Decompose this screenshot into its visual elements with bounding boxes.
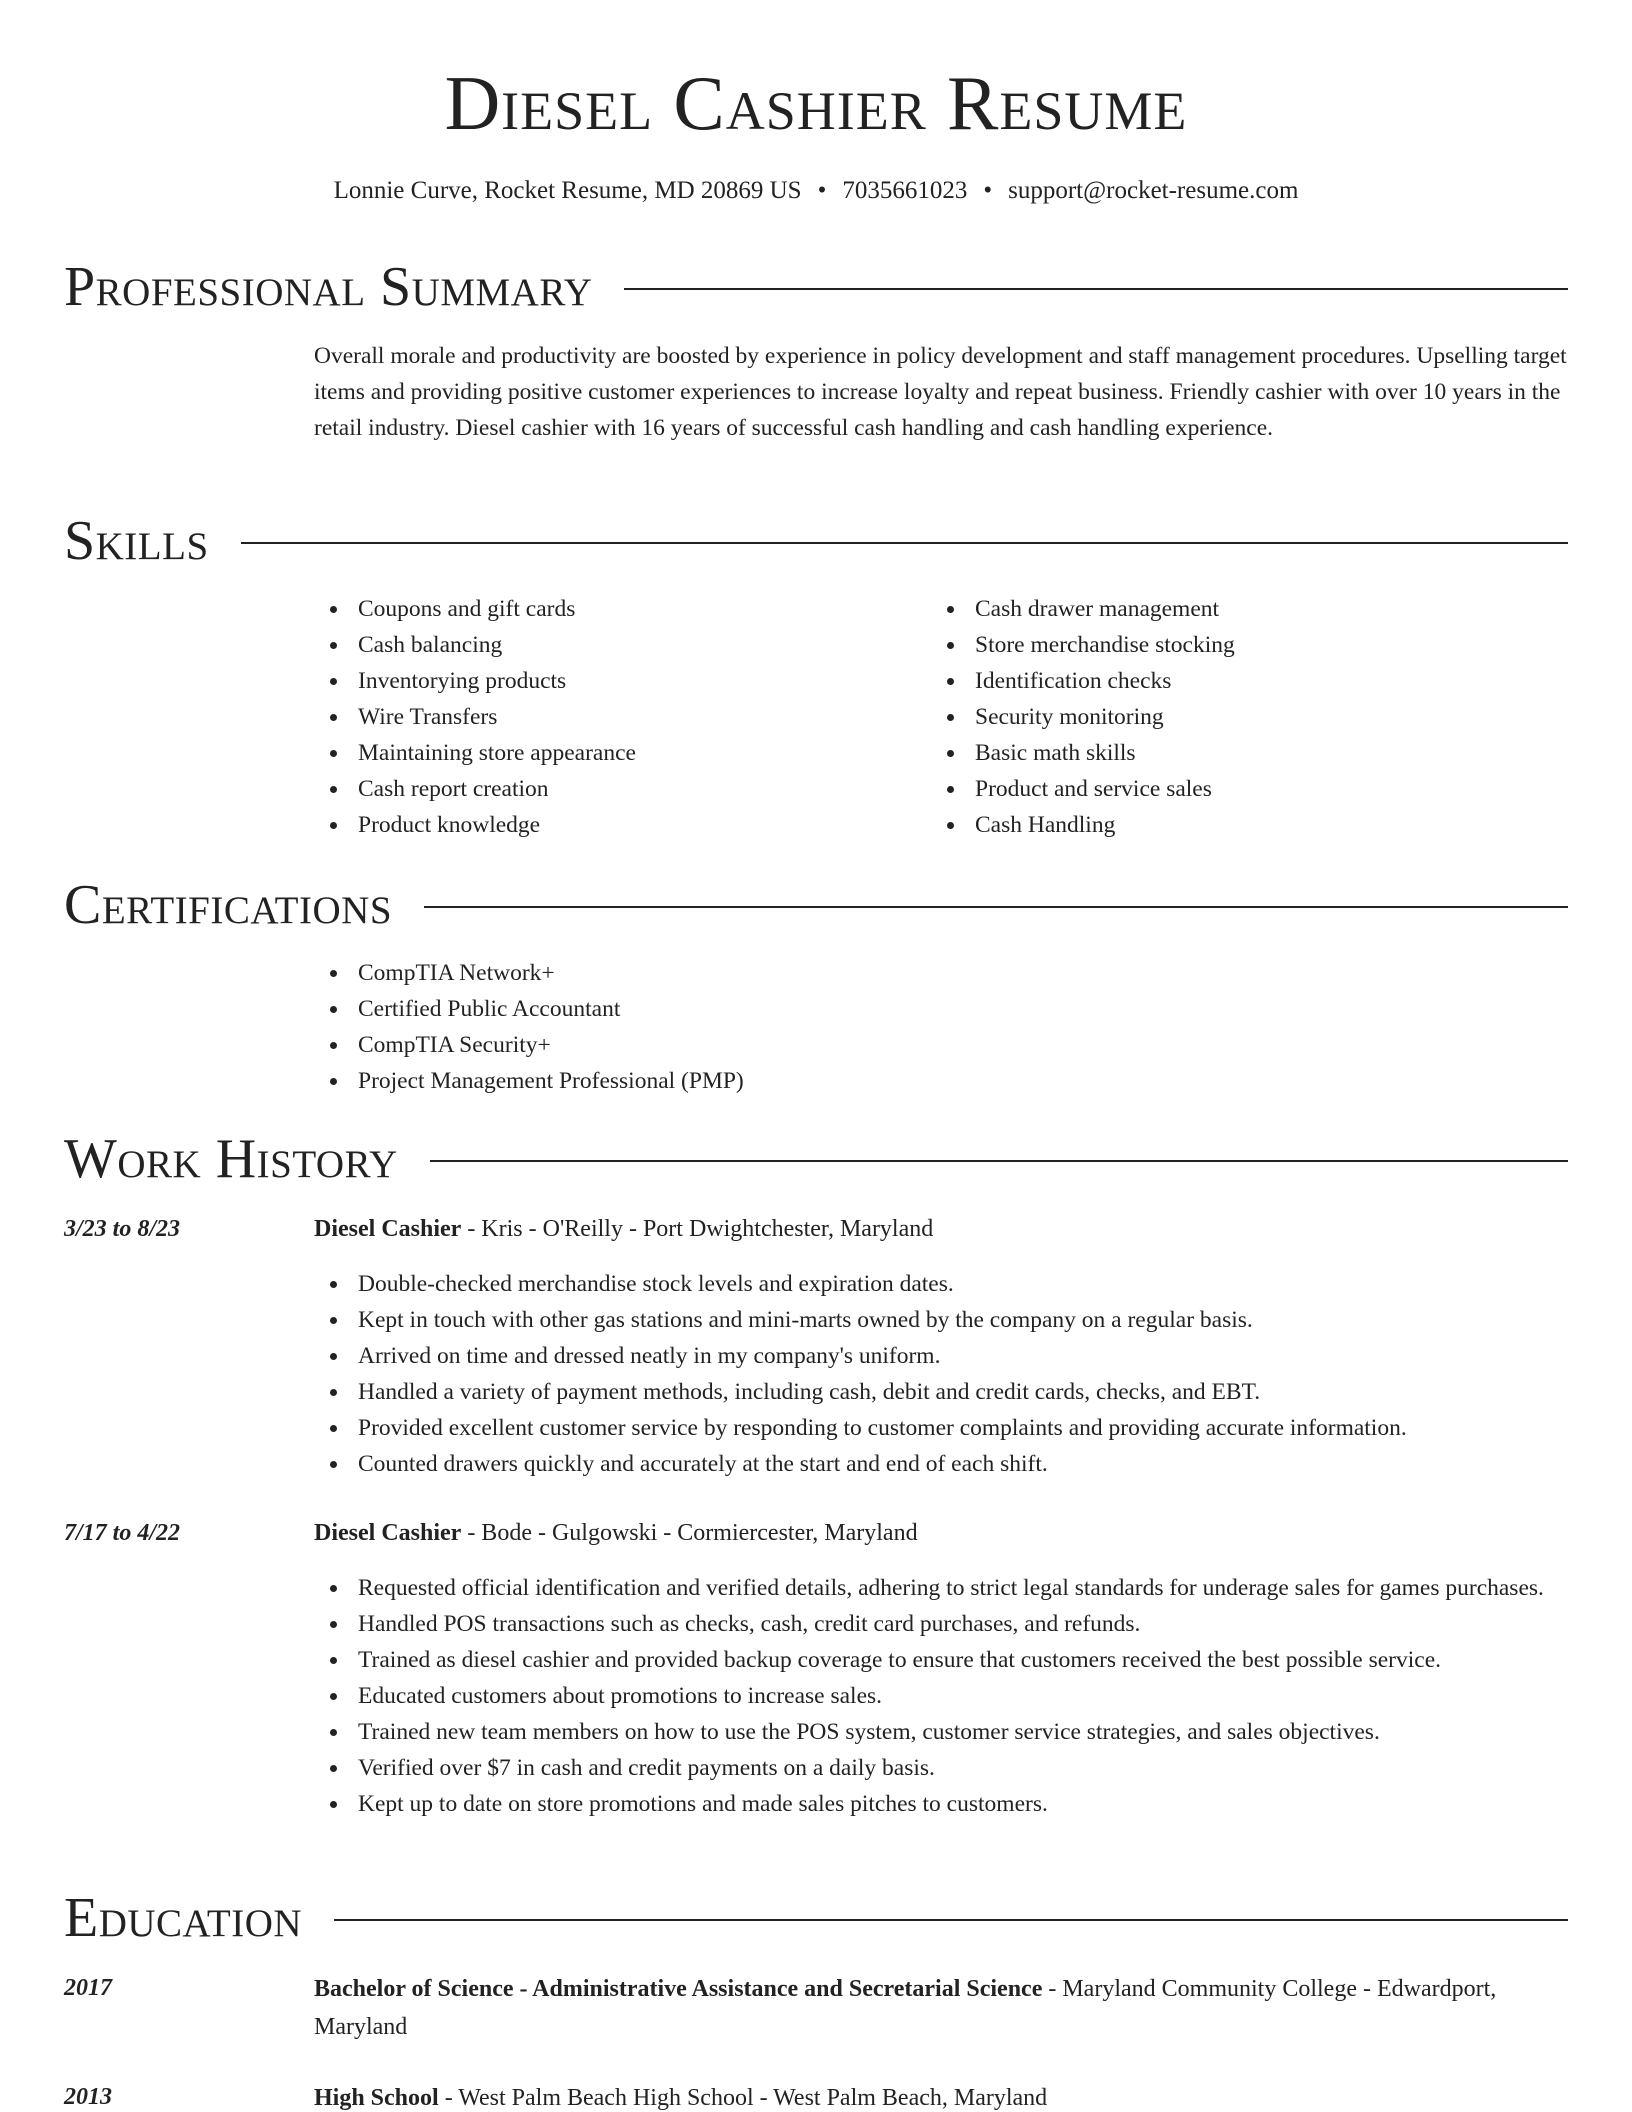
resume-title: Diesel Cashier Resume xyxy=(444,60,1188,146)
certification-item: CompTIA Security+ xyxy=(314,1027,1568,1063)
skill-item: Inventorying products xyxy=(314,663,914,699)
contact-phone[interactable]: 7035661023 xyxy=(842,177,968,204)
job-title-line xyxy=(314,1211,1568,1247)
education-school: - West Palm Beach High School - West Palm Beach, Maryland xyxy=(438,2085,1048,2111)
skill-item: Maintaining store appearance xyxy=(314,735,914,771)
job-title: Diesel Cashier xyxy=(314,1216,462,1242)
section-heading-summary xyxy=(64,255,1568,319)
job-employer: - Bode - Gulgowski - Cormiercester, Maryland xyxy=(461,1520,918,1546)
section-heading-work-history xyxy=(64,1127,1568,1191)
certification-item: Certified Public Accountant xyxy=(314,991,1568,1027)
job-bullet: Arrived on time and dressed neatly in my company's uniform. xyxy=(314,1338,1568,1374)
skill-item: Store merchandise stocking xyxy=(931,627,1531,663)
skills-right-column xyxy=(931,591,1531,843)
job-dates: 7/17 to 4/22 xyxy=(64,1520,181,1546)
job-bullet: Verified over $7 in cash and credit payments on a daily basis. xyxy=(314,1750,1544,1786)
section-rule xyxy=(241,542,1568,544)
skill-item: Coupons and gift cards xyxy=(314,591,914,627)
skill-item: Identification checks xyxy=(931,663,1531,699)
certifications-heading: Certifications xyxy=(64,874,393,936)
summary-text: Overall morale and productivity are boosted by experience in policy development and staff management procedures. Upselling target items and providing positive customer experiences to increase loyalty and repeat business. Friendly cashier with over 10 years in the retail industry. Diesel cashier with 16 years of successful cash handling and cash handling experience. xyxy=(314,343,1567,441)
education-entry xyxy=(314,1970,1514,2046)
education-degree: Bachelor of Science - Administrative Assistance and Secretarial Science xyxy=(314,1976,1043,2002)
job-bullets-container xyxy=(314,1266,1568,1482)
job-bullet: Provided excellent customer service by responding to customer complaints and providing accurate information. xyxy=(314,1410,1568,1446)
contact-line xyxy=(0,174,1632,208)
job-employer: - Kris - O'Reilly - Port Dwightchester, Maryland xyxy=(461,1216,934,1242)
skill-item: Cash balancing xyxy=(314,627,914,663)
skill-item: Basic math skills xyxy=(931,735,1531,771)
job-bullets-container xyxy=(314,1570,1544,1822)
contact-address: Lonnie Curve, Rocket Resume, MD 20869 US xyxy=(333,177,802,204)
education-year: 2013 xyxy=(64,2084,112,2110)
job-bullet: Requested official identification and verified details, adhering to strict legal standards for underage sales for games purchases. xyxy=(314,1570,1544,1606)
contact-separator: • xyxy=(983,177,993,204)
job-bullet: Handled POS transactions such as checks, cash, credit card purchases, and refunds. xyxy=(314,1606,1544,1642)
section-rule xyxy=(624,288,1568,290)
skills-left-column xyxy=(314,591,914,843)
education-entry xyxy=(314,2079,1514,2112)
skills-left-list xyxy=(314,591,914,843)
education-year: 2017 xyxy=(64,1975,112,2001)
certifications-content xyxy=(314,955,1568,1099)
certification-item: Project Management Professional (PMP) xyxy=(314,1063,1568,1099)
job-bullet: Counted drawers quickly and accurately at the start and end of each shift. xyxy=(314,1446,1568,1482)
job-bullet: Double-checked merchandise stock levels and expiration dates. xyxy=(314,1266,1568,1302)
job-bullet: Kept in touch with other gas stations and mini-marts owned by the company on a regular basis. xyxy=(314,1302,1568,1338)
education-heading: Education xyxy=(64,1887,303,1949)
job-bullet: Trained as diesel cashier and provided backup coverage to ensure that customers received the best possible service. xyxy=(314,1642,1544,1678)
skills-heading: Skills xyxy=(64,510,209,572)
job-title: Diesel Cashier xyxy=(314,1520,462,1546)
contact-email[interactable]: support@rocket-resume.com xyxy=(1008,177,1299,204)
section-heading-education xyxy=(64,1886,1568,1950)
skill-item: Security monitoring xyxy=(931,699,1531,735)
skill-item: Wire Transfers xyxy=(314,699,914,735)
section-rule xyxy=(334,1919,1568,1921)
section-rule xyxy=(424,906,1568,908)
job-bullet: Handled a variety of payment methods, including cash, debit and credit cards, checks, and EBT. xyxy=(314,1374,1568,1410)
skill-item: Cash Handling xyxy=(931,807,1531,843)
section-rule xyxy=(430,1160,1568,1162)
job-title-line xyxy=(314,1515,1568,1551)
skill-item: Cash report creation xyxy=(314,771,914,807)
skill-item: Product and service sales xyxy=(931,771,1531,807)
contact-separator: • xyxy=(817,177,827,204)
summary-heading: Professional Summary xyxy=(64,256,593,318)
section-heading-certifications xyxy=(64,873,1568,937)
education-degree: High School xyxy=(314,2085,439,2111)
job-bullet: Trained new team members on how to use the POS system, customer service strategies, and sales objectives. xyxy=(314,1714,1544,1750)
section-heading-skills xyxy=(64,509,1568,573)
job-dates: 3/23 to 8/23 xyxy=(64,1216,181,1242)
job-bullets xyxy=(314,1266,1568,1482)
skills-right-list xyxy=(931,591,1531,843)
education-school: - Maryland Community College - Edwardport, Maryland xyxy=(314,1976,1497,2040)
skill-item: Cash drawer management xyxy=(931,591,1531,627)
skill-item: Product knowledge xyxy=(314,807,914,843)
job-bullet: Kept up to date on store promotions and made sales pitches to customers. xyxy=(314,1786,1544,1822)
job-bullet: Educated customers about promotions to increase sales. xyxy=(314,1678,1544,1714)
certifications-list xyxy=(314,955,1568,1099)
work-heading: Work History xyxy=(64,1128,398,1190)
certification-item: CompTIA Network+ xyxy=(314,955,1568,991)
job-bullets xyxy=(314,1570,1544,1822)
